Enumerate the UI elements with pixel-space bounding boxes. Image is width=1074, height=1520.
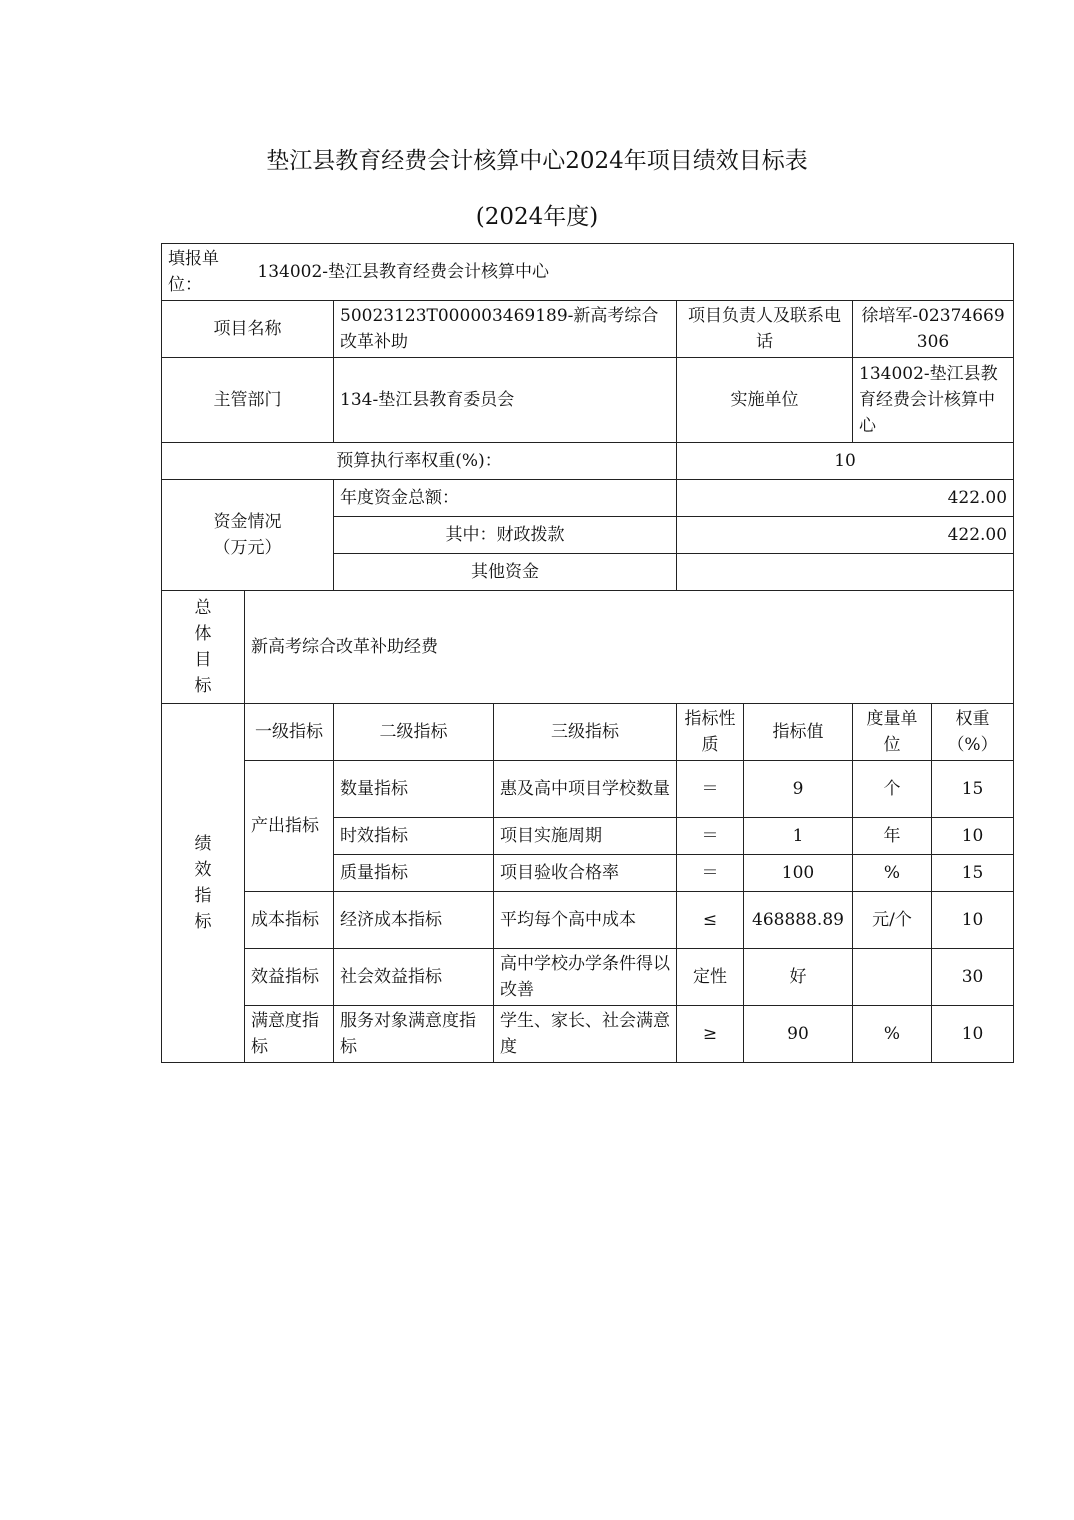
project-name-row [162, 301, 1014, 358]
page-subtitle: (2024年度) [475, 204, 599, 230]
indicator-level2: 经济成本指标 [334, 892, 494, 949]
indicator-value: 90 [744, 1006, 853, 1063]
goal-label: 总体目标 [162, 591, 245, 704]
indicator-row [162, 949, 1014, 1006]
funds-total-label: 年度资金总额： [334, 480, 677, 517]
impl-value: 134002-垫江县教育经费会计核算中心 [853, 358, 1014, 443]
indicator-unit: % [853, 1006, 932, 1063]
funds-fiscal-label: 其中：财政拨款 [334, 517, 677, 554]
funds-fiscal-value: 422.00 [677, 517, 1014, 554]
indicator-unit: 元/个 [853, 892, 932, 949]
indicator-nature: 定性 [677, 949, 744, 1006]
funds-label: 资金情况（万元） [162, 480, 334, 591]
indicator-unit [853, 949, 932, 1006]
indicator-unit: 年 [853, 818, 932, 855]
indicator-level3: 平均每个高中成本 [494, 892, 677, 949]
indicator-level1: 成本指标 [245, 892, 334, 949]
indicator-weight: 15 [932, 855, 1014, 892]
indicator-value: 好 [744, 949, 853, 1006]
header-unit: 度量单位 [853, 704, 932, 761]
indicators-section-label: 绩效指标 [162, 704, 245, 1063]
funds-total-row [162, 480, 1014, 517]
indicator-level3: 项目实施周期 [494, 818, 677, 855]
performance-target-table [161, 243, 1014, 1063]
indicator-weight: 10 [932, 892, 1014, 949]
indicators-body [162, 704, 1014, 1063]
indicator-nature: ＝ [677, 818, 744, 855]
contact-label: 项目负责人及联系电话 [677, 301, 853, 358]
indicator-row [162, 892, 1014, 949]
indicator-weight: 10 [932, 1006, 1014, 1063]
indicator-nature: ≥ [677, 1006, 744, 1063]
indicator-header-row [162, 704, 1014, 761]
indicator-value: 100 [744, 855, 853, 892]
budget-weight-value: 10 [677, 443, 1014, 480]
indicator-level3: 项目验收合格率 [494, 855, 677, 892]
indicator-weight: 15 [932, 761, 1014, 818]
indicator-nature: ≤ [677, 892, 744, 949]
indicator-weight: 10 [932, 818, 1014, 855]
goal-value: 新高考综合改革补助经费 [245, 591, 1014, 704]
indicator-level1: 满意度指标 [245, 1006, 334, 1063]
indicator-level3: 高中学校办学条件得以改善 [494, 949, 677, 1006]
unit-label: 填报单位： [168, 249, 219, 295]
dept-value: 134-垫江县教育委员会 [334, 358, 677, 443]
indicator-level3: 惠及高中项目学校数量 [494, 761, 677, 818]
header-value: 指标值 [744, 704, 853, 761]
header-weight: 权重（%） [932, 704, 1014, 761]
unit-row [162, 244, 1014, 301]
indicator-level2: 质量指标 [334, 855, 494, 892]
budget-weight-row [162, 443, 1014, 480]
dept-label: 主管部门 [162, 358, 334, 443]
indicator-level1: 产出指标 [245, 761, 334, 892]
project-name-value: 50023123T000003469189-新高考综合改革补助 [334, 301, 677, 358]
funds-other-value [677, 554, 1014, 591]
header-level2: 二级指标 [334, 704, 494, 761]
indicator-row [162, 761, 1014, 818]
indicator-value: 1 [744, 818, 853, 855]
project-name-label: 项目名称 [162, 301, 334, 358]
indicator-level2: 服务对象满意度指标 [334, 1006, 494, 1063]
indicator-nature: ＝ [677, 855, 744, 892]
indicator-unit: % [853, 855, 932, 892]
indicator-level2: 数量指标 [334, 761, 494, 818]
header-level1: 一级指标 [245, 704, 334, 761]
unit-value: 134002-垫江县教育经费会计核算中心 [257, 261, 550, 282]
indicator-value: 9 [744, 761, 853, 818]
budget-weight-label: 预算执行率权重(%)： [162, 443, 677, 480]
department-row [162, 358, 1014, 443]
indicator-level2: 时效指标 [334, 818, 494, 855]
indicator-weight: 30 [932, 949, 1014, 1006]
header-nature: 指标性质 [677, 704, 744, 761]
indicator-level2: 社会效益指标 [334, 949, 494, 1006]
indicator-unit: 个 [853, 761, 932, 818]
funds-other-label: 其他资金 [334, 554, 677, 591]
indicator-nature: ＝ [677, 761, 744, 818]
unit-cell [162, 244, 1014, 301]
indicator-value: 468888.89 [744, 892, 853, 949]
funds-total-value: 422.00 [677, 480, 1014, 517]
indicator-level1: 效益指标 [245, 949, 334, 1006]
header-level3: 三级指标 [494, 704, 677, 761]
indicator-row [162, 1006, 1014, 1063]
page-title: 垫江县教育经费会计核算中心2024年项目绩效目标表 [266, 148, 808, 174]
goal-row [162, 591, 1014, 704]
contact-value: 徐培军-02374669306 [853, 301, 1014, 358]
indicator-level3: 学生、家长、社会满意度 [494, 1006, 677, 1063]
impl-label: 实施单位 [677, 358, 853, 443]
